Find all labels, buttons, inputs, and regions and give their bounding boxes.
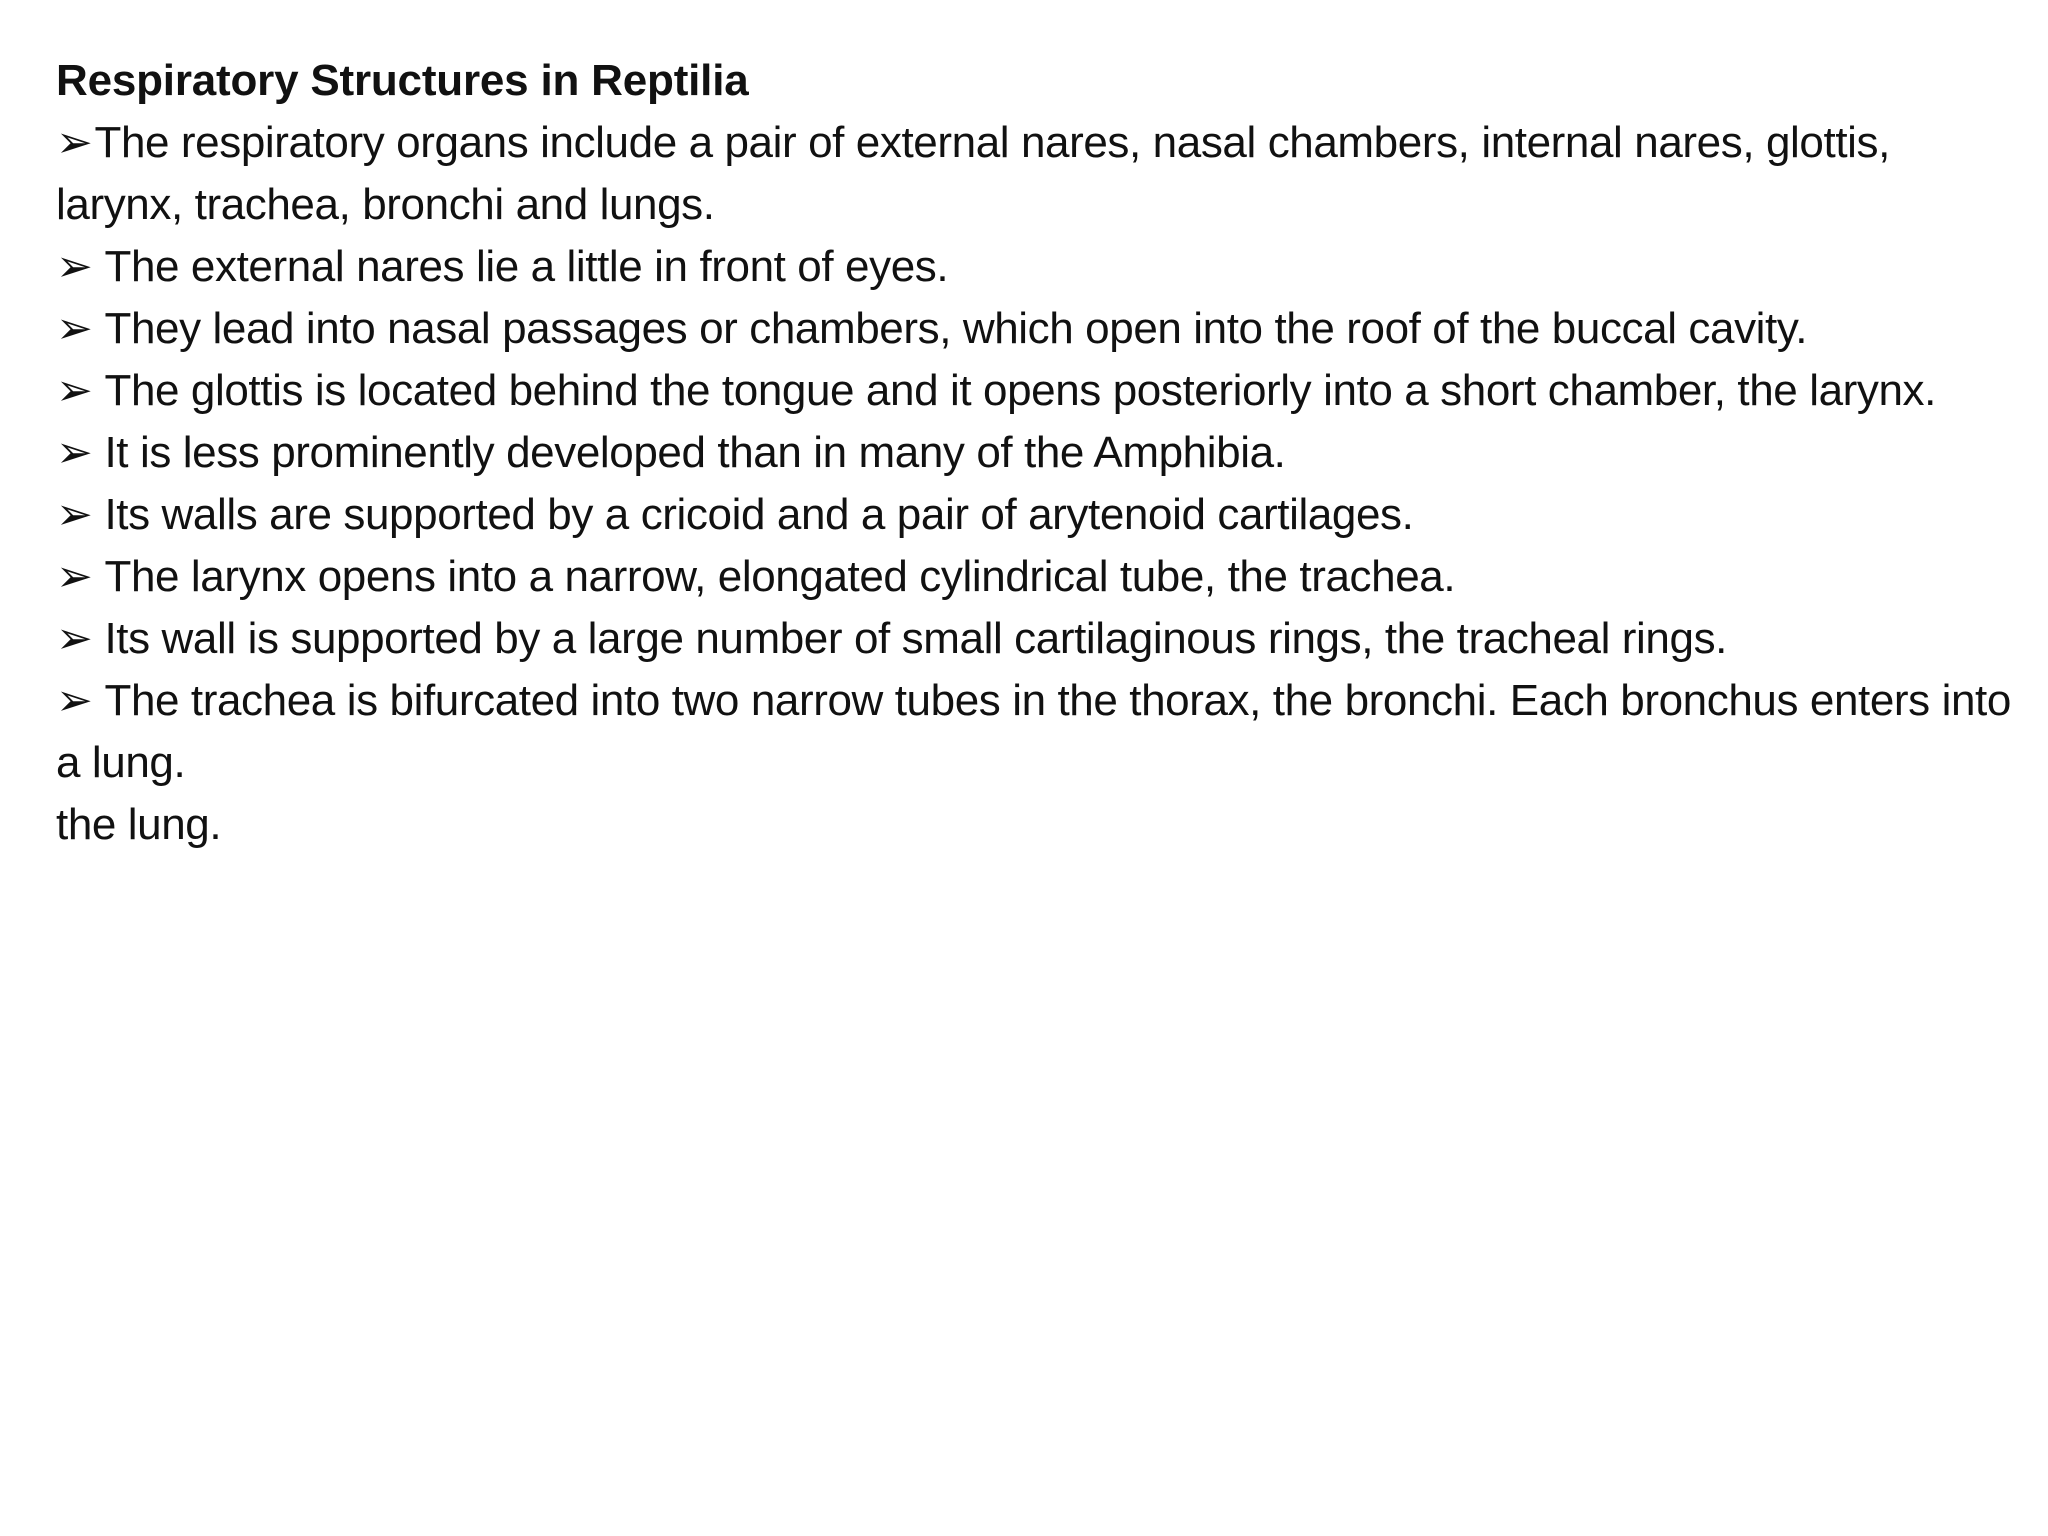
slide-title: Respiratory Structures in Reptilia: [56, 56, 749, 105]
bullet-item: [56, 236, 2016, 298]
slide-content: [56, 50, 2016, 856]
arrow-bullet-icon: ➢: [56, 490, 93, 539]
arrow-bullet-icon: ➢: [56, 366, 93, 415]
arrow-bullet-icon: ➢: [56, 428, 93, 477]
bullet-item: [56, 670, 2016, 794]
bullet-text: The trachea is bifurcated into two narrow tubes in the thorax, the bronchi. Each bronchus enters into a lung.: [56, 676, 2011, 787]
arrow-bullet-icon: ➢: [56, 304, 93, 353]
bullet-item: [56, 360, 2016, 422]
bullet-text: The glottis is located behind the tongue and it opens posteriorly into a short chamber, the larynx.: [104, 366, 1936, 415]
trailing-text: the lung.: [56, 800, 222, 849]
bullet-text: Its walls are supported by a cricoid and a pair of arytenoid cartilages.: [104, 490, 1414, 539]
bullet-list: [56, 112, 2016, 794]
bullet-text: They lead into nasal passages or chambers, which open into the roof of the buccal cavity.: [104, 304, 1808, 353]
bullet-text: The larynx opens into a narrow, elongated cylindrical tube, the trachea.: [104, 552, 1456, 601]
bullet-item: [56, 422, 2016, 484]
bullet-text: The external nares lie a little in front of eyes.: [104, 242, 949, 291]
bullet-item: [56, 112, 2016, 236]
arrow-bullet-icon: ➢: [56, 676, 93, 725]
bullet-item: [56, 484, 2016, 546]
arrow-bullet-icon: ➢: [56, 242, 93, 291]
bullet-item: [56, 298, 2016, 360]
bullet-text: It is less prominently developed than in many of the Amphibia.: [104, 428, 1286, 477]
arrow-bullet-icon: ➢: [56, 552, 93, 601]
bullet-item: [56, 608, 2016, 670]
bullet-item: [56, 546, 2016, 608]
arrow-bullet-icon: ➢: [56, 614, 93, 663]
bullet-text: Its wall is supported by a large number of small cartilaginous rings, the tracheal rings.: [104, 614, 1727, 663]
arrow-bullet-icon: ➢: [56, 118, 93, 167]
bullet-text: The respiratory organs include a pair of external nares, nasal chambers, internal nares, glottis, larynx, trachea, bronchi and lungs.: [56, 118, 1890, 229]
